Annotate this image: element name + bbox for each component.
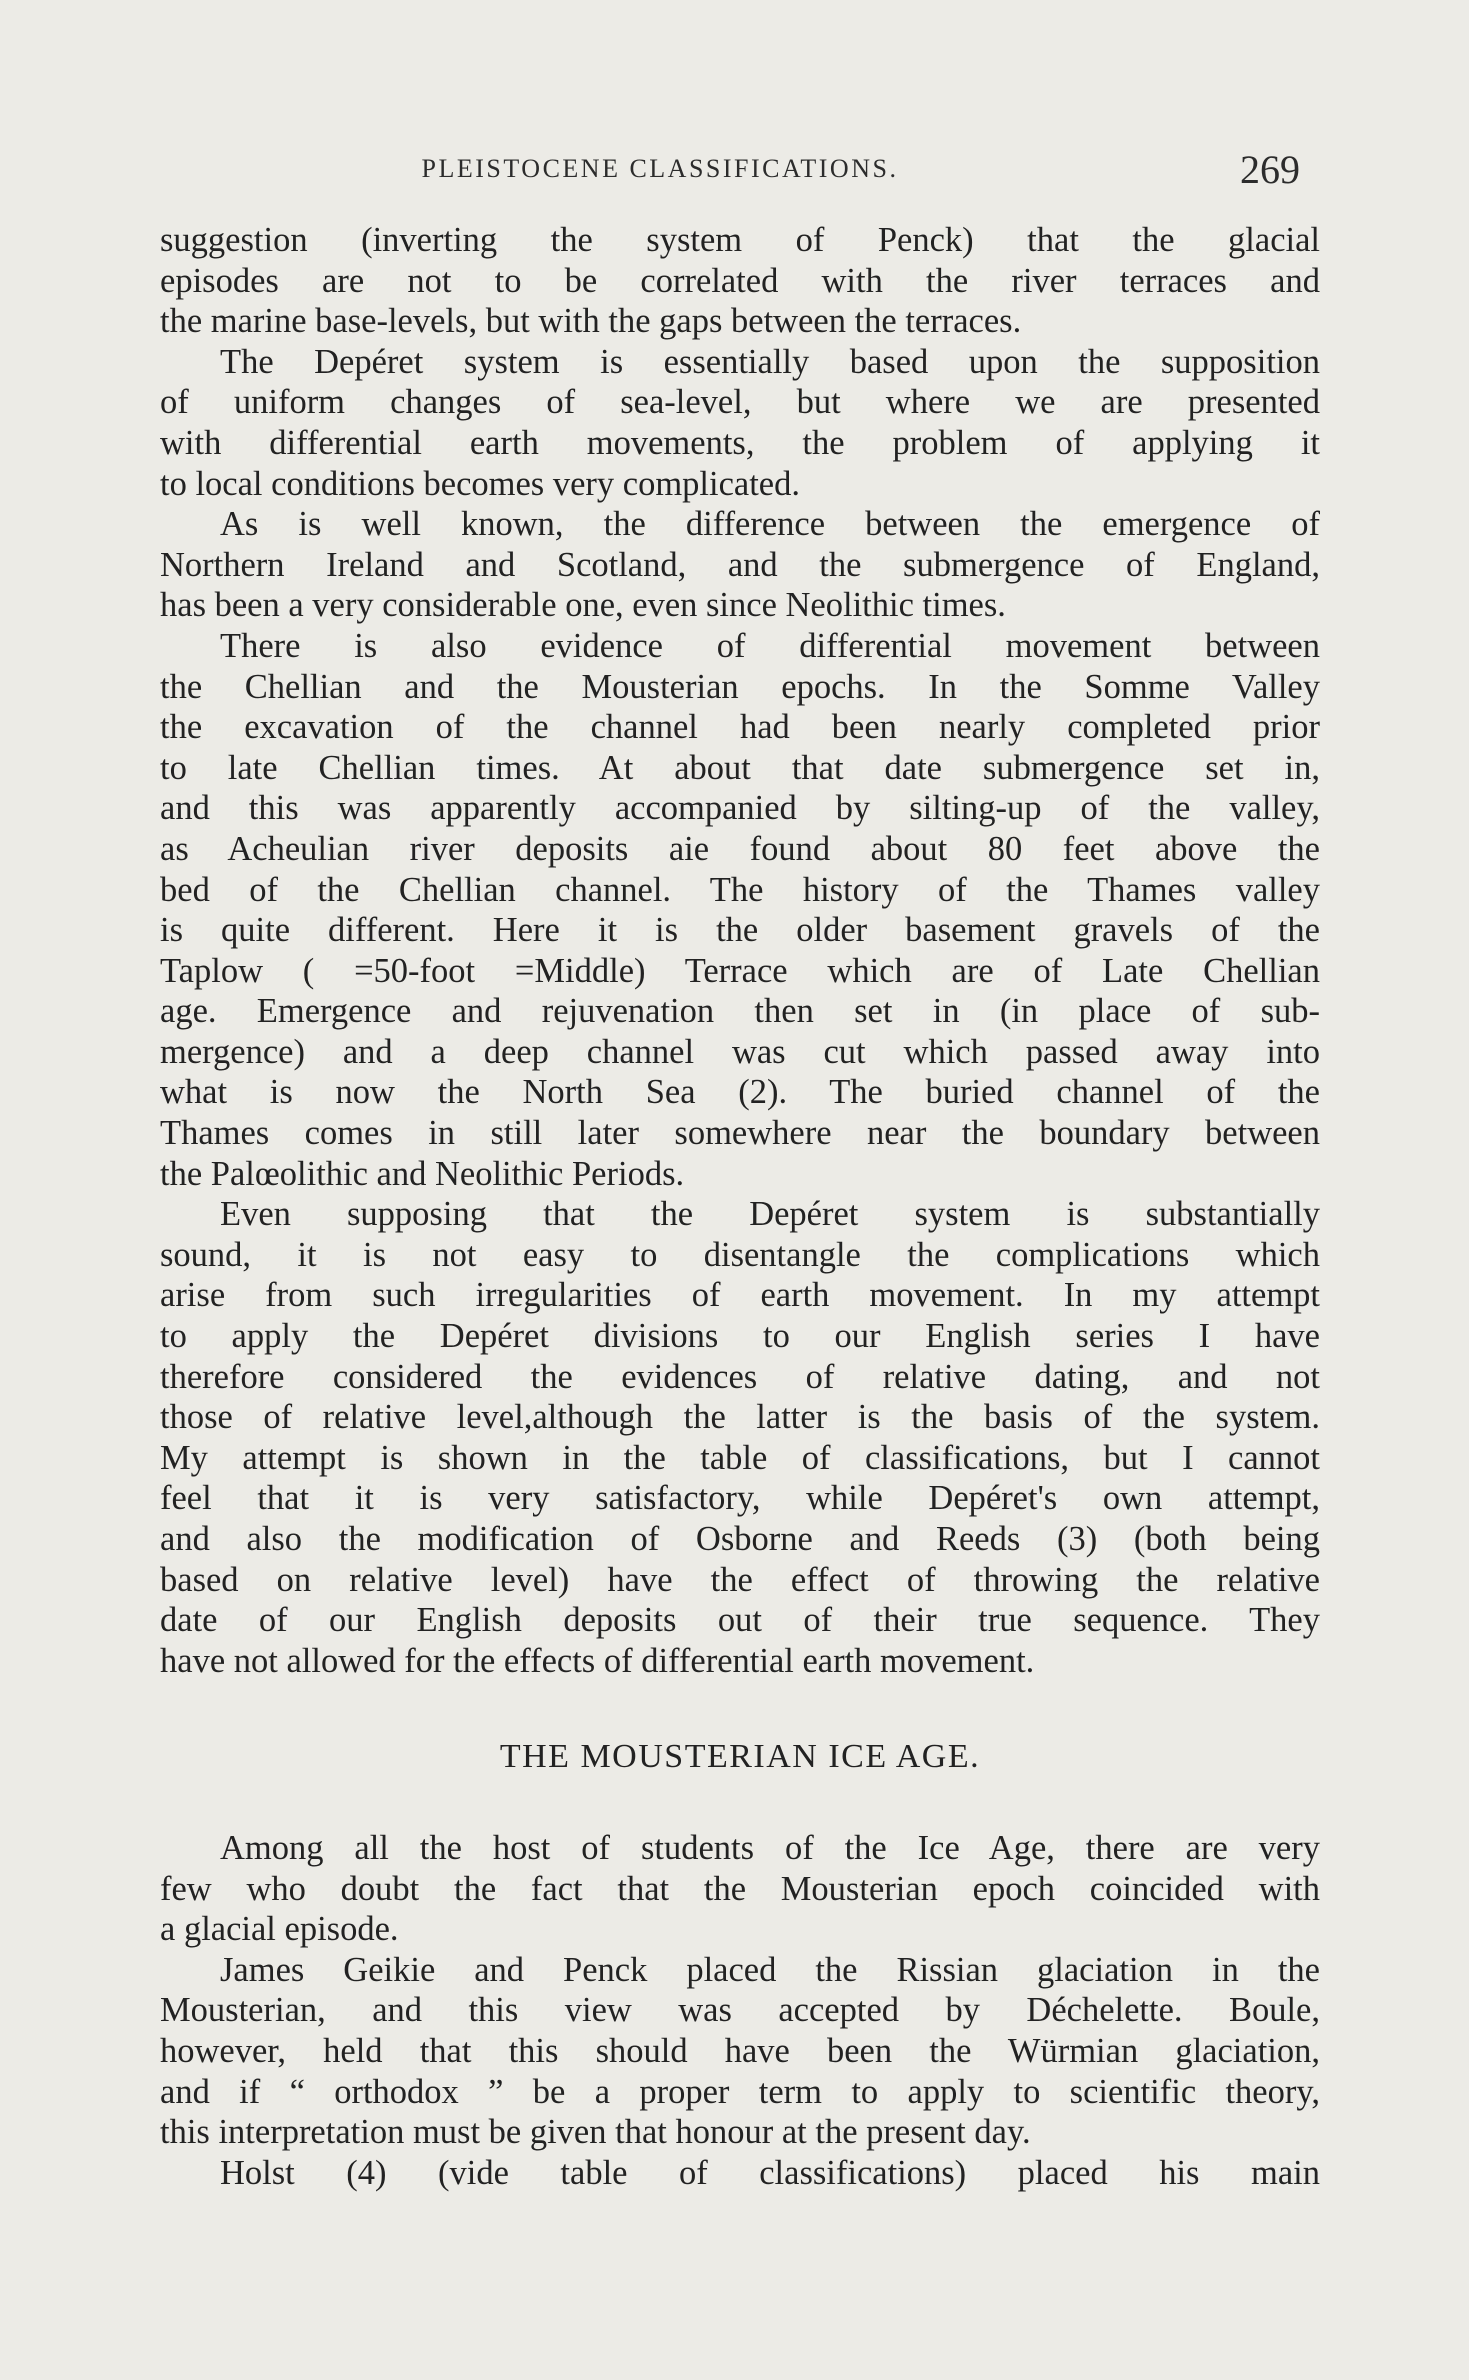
text-line: however, held that this should have been the Würmian glaciation, xyxy=(160,2031,1320,2070)
text-line: with differential earth movements, the problem of applying it xyxy=(160,423,1320,462)
text-line: is quite different. Here it is the older basement gravels of the xyxy=(160,911,1320,950)
text-line: the marine base-levels, but with the gaps between the terraces. xyxy=(160,302,1022,341)
paragraph xyxy=(160,1194,1320,1681)
text-line: have not allowed for the effects of differential earth movement. xyxy=(160,1641,1035,1680)
text-line: the excavation of the channel had been nearly completed prior xyxy=(160,708,1320,747)
text-line: Among all the host of students of the Ice Age, there are very xyxy=(220,1828,1320,1867)
text-line: Thames comes in still later somewhere near the boundary between xyxy=(160,1114,1320,1153)
section-paragraphs xyxy=(160,1828,1320,2193)
text-line: James Geikie and Penck placed the Rissian glaciation in the xyxy=(220,1950,1320,1989)
text-line: few who doubt the fact that the Mousterian epoch coincided with xyxy=(160,1869,1320,1908)
paragraphs xyxy=(160,220,1320,1681)
running-head xyxy=(160,146,1300,196)
text-line: mergence) and a deep channel was cut which passed away into xyxy=(160,1032,1320,1071)
text-line: Mousterian, and this view was accepted by Déchelette. Boule, xyxy=(160,1991,1320,2030)
running-title: PLEISTOCENE CLASSIFICATIONS. xyxy=(421,154,899,183)
text-line: episodes are not to be correlated with the river terraces and xyxy=(160,261,1320,300)
text-line: There is also evidence of differential movement between xyxy=(220,626,1320,665)
text-line: arise from such irregularities of earth movement. In my attempt xyxy=(160,1276,1320,1315)
paragraph xyxy=(160,220,1320,342)
text-line: those of relative level,although the latter is the basis of the system. xyxy=(160,1398,1320,1437)
paragraph xyxy=(160,2153,1320,2194)
text-line: suggestion (inverting the system of Penck) that the glacial xyxy=(160,221,1320,259)
text-line: what is now the North Sea (2). The buried channel of the xyxy=(160,1073,1320,1112)
paragraph xyxy=(160,504,1320,626)
text-line: bed of the Chellian channel. The history of the Thames valley xyxy=(160,870,1320,909)
text-line: As is well known, the difference between the emergence of xyxy=(220,505,1320,544)
paragraph xyxy=(160,626,1320,1194)
paragraph xyxy=(160,1828,1320,1950)
text-line: the Chellian and the Mousterian epochs. In the Somme Valley xyxy=(160,667,1320,706)
text-line: the Palœolithic and Neolithic Periods. xyxy=(160,1154,685,1193)
text-line: of uniform changes of sea-level, but where we are presented xyxy=(160,383,1320,422)
text-line: to late Chellian times. At about that date submergence set in, xyxy=(160,748,1320,787)
text-line: to apply the Depéret divisions to our English series I have xyxy=(160,1317,1320,1356)
text-line: sound, it is not easy to disentangle the complications which xyxy=(160,1235,1320,1274)
text-line: Northern Ireland and Scotland, and the submergence of England, xyxy=(160,545,1320,584)
text-line: Even supposing that the Depéret system is substantially xyxy=(220,1195,1320,1234)
text-line: as Acheulian river deposits aie found about 80 feet above the xyxy=(160,829,1320,868)
body-text xyxy=(160,220,1320,2193)
text-line: and also the modification of Osborne and Reeds (3) (both being xyxy=(160,1520,1320,1558)
page-number: 269 xyxy=(1240,147,1300,192)
text-line: therefore considered the evidences of relative dating, and not xyxy=(160,1357,1320,1396)
text-line: and if “ orthodox ” be a proper term to apply to scientific theory, xyxy=(160,2072,1320,2111)
text-line: a glacial episode. xyxy=(160,1910,399,1949)
section-heading: THE MOUSTERIAN ICE AGE. xyxy=(499,1738,981,1776)
text-line: feel that it is very satisfactory, while Depéret's own attempt, xyxy=(160,1479,1320,1518)
text-line: My attempt is shown in the table of classifications, but I cannot xyxy=(160,1438,1320,1477)
text-line: age. Emergence and rejuvenation then set in (in place of sub- xyxy=(160,992,1320,1031)
text-line: The Depéret system is essentially based upon the supposition xyxy=(220,342,1320,381)
text-line: date of our English deposits out of their true sequence. They xyxy=(160,1601,1320,1640)
text-line: to local conditions becomes very complicated. xyxy=(160,464,800,503)
paragraph xyxy=(160,1950,1320,2153)
text-line: and this was apparently accompanied by silting-up of the valley, xyxy=(160,789,1320,828)
text-line: Holst (4) (vide table of classifications) placed his main xyxy=(220,2153,1320,2192)
text-line: has been a very considerable one, even since Neolithic times. xyxy=(160,586,1006,625)
paragraph xyxy=(160,342,1320,504)
text-line: this interpretation must be given that honour at the present day. xyxy=(160,2113,1031,2152)
text-line: Taplow ( =50-foot =Middle) Terrace which are of Late Chellian xyxy=(160,951,1320,990)
text-line: based on relative level) have the effect of throwing the relative xyxy=(160,1560,1320,1599)
